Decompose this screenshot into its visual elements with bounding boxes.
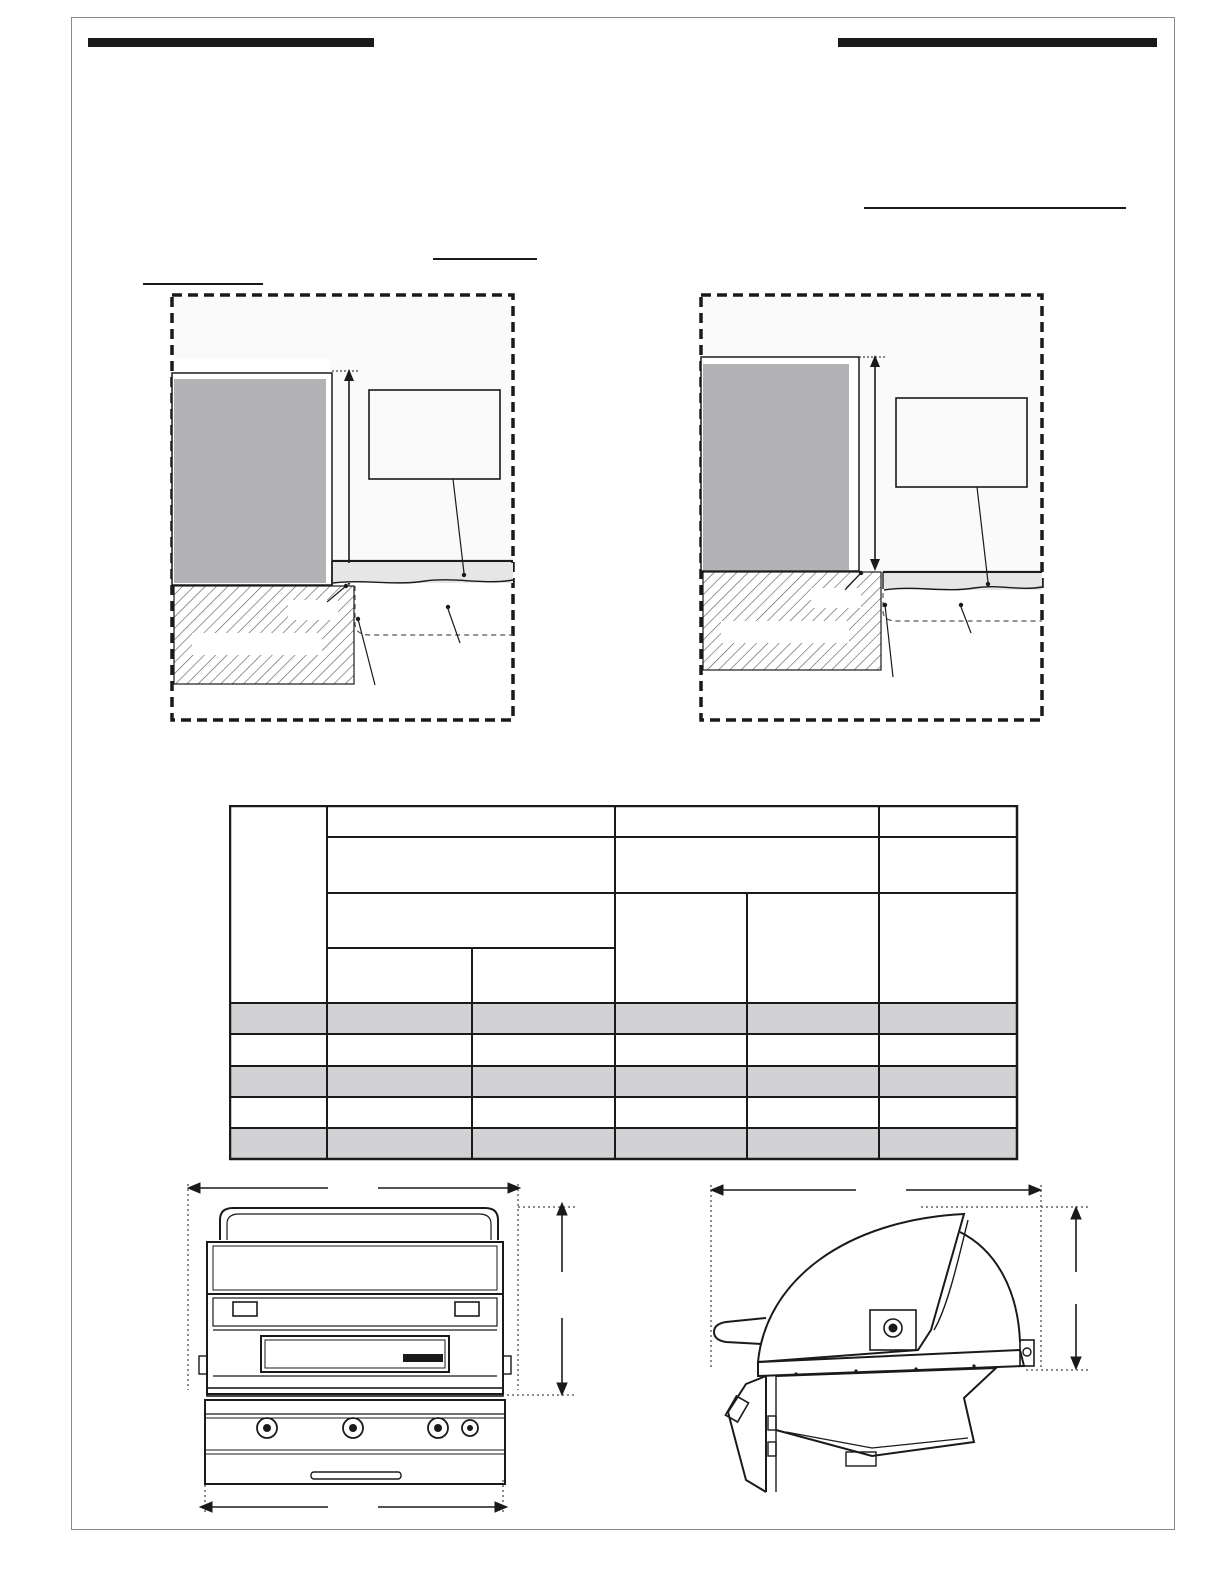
grill-hood-side [758, 1214, 964, 1362]
control-panel-side [728, 1376, 766, 1492]
hatch-label-box-2 [721, 621, 849, 643]
underline-emphasis-3 [143, 283, 263, 285]
cabinet-body [703, 364, 849, 570]
grill-side-view [706, 1180, 1092, 1500]
header-rule-right [838, 38, 1157, 47]
callout-box [896, 398, 1027, 487]
installation-diagram-left [170, 293, 515, 723]
hatch-label-box-1 [288, 600, 338, 620]
spec-table [229, 805, 1019, 1161]
table-row-shaded [229, 1003, 1017, 1034]
underline-emphasis-1 [864, 207, 1126, 209]
hatch-label-box-1 [811, 588, 861, 608]
installation-diagram-right [699, 293, 1044, 723]
wall-stipple [174, 297, 511, 359]
grill-body [207, 1294, 503, 1394]
callout-leader-4 [885, 605, 893, 677]
hatch-label-box-2 [192, 633, 322, 655]
table-row-shaded [229, 1128, 1017, 1159]
base-dashed-outline [883, 593, 1042, 621]
cabinet-body [174, 379, 326, 583]
wall-stipple [703, 297, 1040, 357]
grill-front-view [185, 1180, 585, 1520]
header-rule-left [88, 38, 374, 47]
table-row-shaded [229, 1066, 1017, 1097]
callout-leader-2 [961, 607, 971, 633]
grill-base-side [776, 1368, 996, 1456]
hood-handle [714, 1318, 766, 1344]
grill-hood [220, 1208, 498, 1240]
callout-box [369, 390, 500, 479]
base-dashed-outline [355, 586, 513, 635]
callout-leader-2 [448, 609, 460, 643]
underline-emphasis-2 [433, 258, 537, 260]
counter-slab [333, 563, 513, 583]
callout-leader-4 [358, 619, 375, 685]
